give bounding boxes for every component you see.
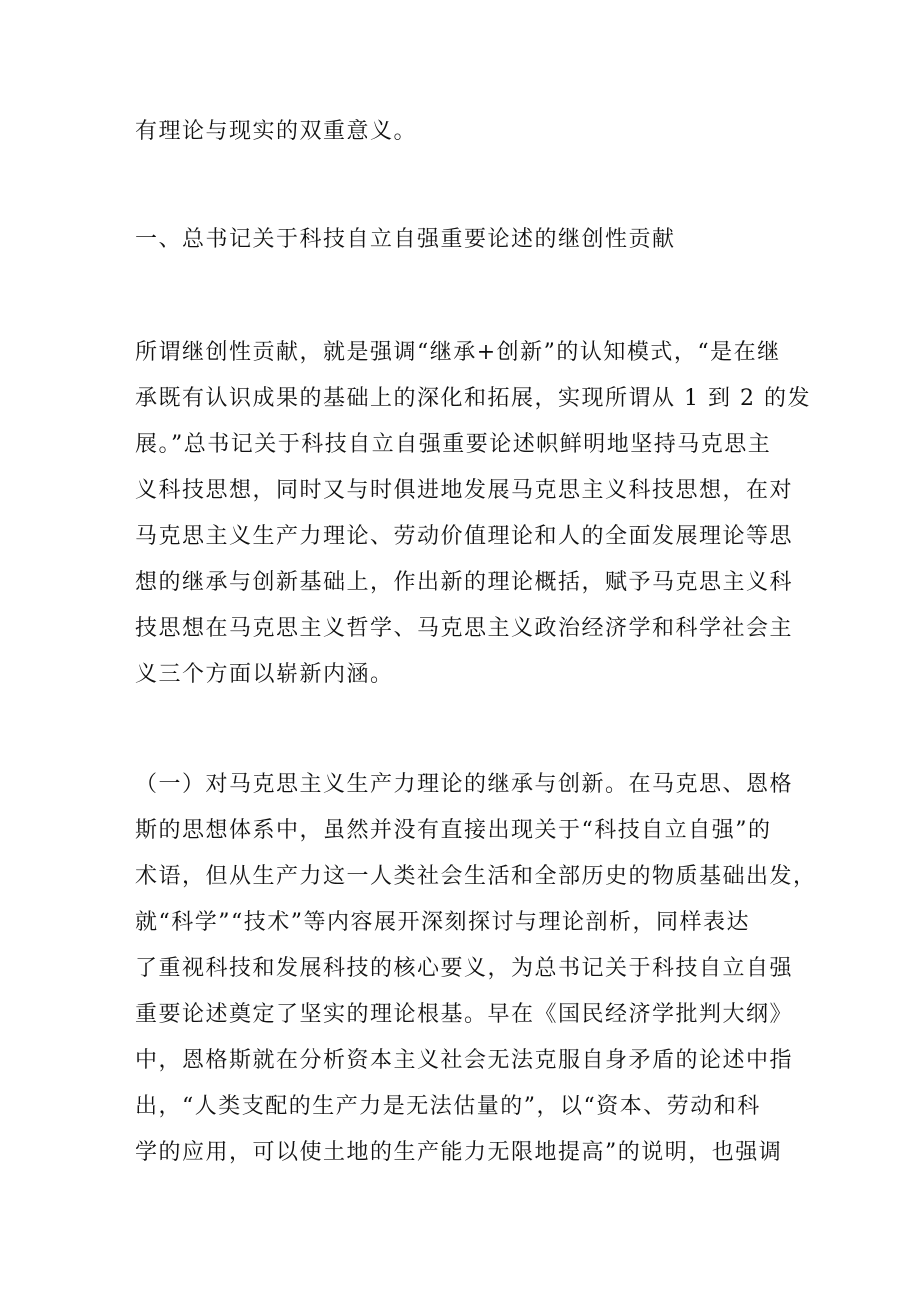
- paragraph-line: 学的应用，可以使土地的生产能力无限地提高”的说明，也强调: [135, 1140, 783, 1165]
- paragraph-line: 马克思主义生产力理论、劳动价值理论和人的全面发展理论等思: [135, 524, 794, 549]
- paragraph-line: 中，恩格斯就在分析资本主义社会无法克服自身矛盾的论述中指: [135, 1048, 794, 1073]
- paragraph-line: 术语，但从生产力这一人类社会生活和全部历史的物质基础出发，: [135, 864, 817, 889]
- paragraph-line: 想的继承与创新基础上，作出新的理论概括，赋予马克思主义科: [135, 570, 794, 595]
- paragraph-line: 斯的思想体系中，虽然并没有直接出现关于“科技自立自强”的: [135, 818, 772, 843]
- paragraph-line: 技思想在马克思主义哲学、马克思主义政治经济学和科学社会主: [135, 616, 794, 641]
- paragraph-line: （一）对马克思主义生产力理论的继承与创新。在马克思、恩格: [135, 772, 794, 797]
- section-heading: 一、总书记关于科技自立自强重要论述的继创性贡献: [135, 227, 676, 252]
- paragraph-line: 就“科学”“技术”等内容展开深刻探讨与理论剖析，同样表达: [135, 910, 750, 935]
- paragraph-line: 所谓继创性贡献，就是强调“继承+创新”的认知模式，“是在继: [135, 340, 781, 365]
- intro-tail-text: 有理论与现实的双重意义。: [135, 119, 418, 144]
- paragraph-line: 义科技思想，同时又与时俱进地发展马克思主义科技思想，在对: [135, 478, 794, 503]
- paragraph-line: 了重视科技和发展科技的核心要义，为总书记关于科技自立自强: [135, 956, 794, 981]
- paragraph-line: 义三个方面以崭新内涵。: [135, 662, 394, 687]
- paragraph-line: 展。”总书记关于科技自立自强重要论述帜鲜明地坚持马克思主: [135, 432, 772, 457]
- paragraph-line: 出，“人类支配的生产力是无法估量的”，以“资本、劳动和科: [135, 1094, 761, 1119]
- paragraph-line: 重要论述奠定了坚实的理论根基。早在《国民经济学批判大纲》: [135, 1002, 794, 1027]
- paragraph-line: 承既有认识成果的基础上的深化和拓展，实现所谓从 1 到 2 的发: [135, 386, 811, 411]
